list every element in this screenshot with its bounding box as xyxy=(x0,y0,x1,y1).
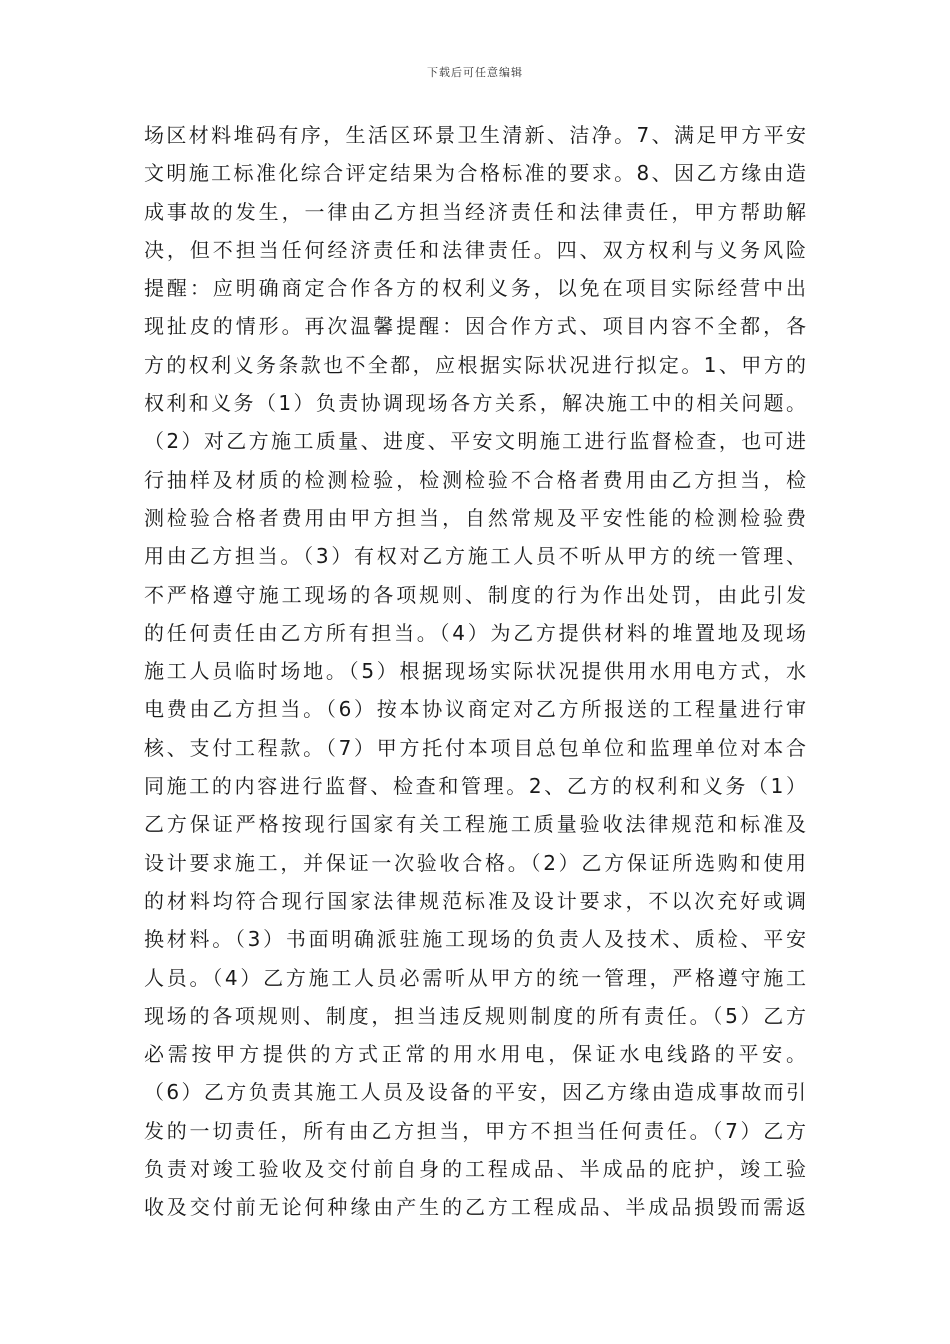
text-line: 换材料。（3）书面明确派驻施工现场的负责人及技术、质检、平安 xyxy=(144,927,806,952)
text-line: 电费由乙方担当。（6）按本协议商定对乙方所报送的工程量进行审 xyxy=(144,697,806,722)
text-line: 施工人员临时场地。（5）根据现场实际状况提供用水用电方式，水 xyxy=(144,659,806,684)
text-line: 同施工的内容进行监督、检查和管理。2、乙方的权利和义务（1） xyxy=(144,774,806,799)
text-line: （6）乙方负责其施工人员及设备的平安，因乙方缘由造成事故而引 xyxy=(144,1080,806,1105)
text-line: 现场的各项规则、制度，担当违反规则制度的所有责任。（5）乙方 xyxy=(144,1003,806,1028)
text-line: 文明施工标准化综合评定结果为合格标准的要求。8、因乙方缘由造 xyxy=(144,161,806,186)
text-line: （2）对乙方施工质量、进度、平安文明施工进行监督检查，也可进 xyxy=(144,429,806,454)
text-line: 必需按甲方提供的方式正常的用水用电，保证水电线路的平安。 xyxy=(144,1042,806,1067)
text-line: 决，但不担当任何经济责任和法律责任。四、双方权利与义务风险 xyxy=(144,237,806,262)
text-line: 场区材料堆码有序，生活区环景卫生清新、洁净。7、满足甲方平安 xyxy=(144,123,806,147)
text-line: 方的权利义务条款也不全都，应根据实际状况进行拟定。1、甲方的 xyxy=(144,352,806,377)
text-line: 行抽样及材质的检测检验，检测检验不合格者费用由乙方担当，检 xyxy=(144,467,806,492)
text-line: 现扯皮的情形。再次温馨提醒：因合作方式、项目内容不全都，各 xyxy=(144,314,806,339)
text-line: 成事故的发生，一律由乙方担当经济责任和法律责任，甲方帮助解 xyxy=(144,199,806,224)
body-text xyxy=(144,116,806,1227)
text-line: 提醒：应明确商定合作各方的权利义务，以免在项目实际经营中出 xyxy=(144,276,806,301)
text-line: 负责对竣工验收及交付前自身的工程成品、半成品的庇护，竣工验 xyxy=(144,1157,806,1182)
text-line: 发的一切责任，所有由乙方担当，甲方不担当任何责任。（7）乙方 xyxy=(144,1118,806,1143)
text-line: 乙方保证严格按现行国家有关工程施工质量验收法律规范和标准及 xyxy=(144,812,806,837)
text-line: 不严格遵守施工现场的各项规则、制度的行为作出处罚，由此引发 xyxy=(144,582,806,607)
text-line: 测检验合格者费用由甲方担当，自然常规及平安性能的检测检验费 xyxy=(144,505,806,530)
text-line: 权利和义务（1）负责协调现场各方关系，解决施工中的相关问题。 xyxy=(144,391,806,416)
text-line: 的任何责任由乙方所有担当。（4）为乙方提供材料的堆置地及现场 xyxy=(144,620,806,645)
text-line: 核、支付工程款。（7）甲方托付本项目总包单位和监理单位对本合 xyxy=(144,735,806,760)
text-line: 人员。（4）乙方施工人员必需听从甲方的统一管理，严格遵守施工 xyxy=(144,965,806,990)
text-line: 的材料均符合现行国家法律规范标准及设计要求，不以次充好或调 xyxy=(144,888,806,913)
text-line: 收及交付前无论何种缘由产生的乙方工程成品、半成品损毁而需返 xyxy=(144,1195,806,1220)
text-line: 用由乙方担当。（3）有权对乙方施工人员不听从甲方的统一管理、 xyxy=(144,544,806,569)
text-line: 设计要求施工，并保证一次验收合格。（2）乙方保证所选购和使用 xyxy=(144,850,806,875)
page-header: 下载后可任意编辑 xyxy=(427,66,523,79)
